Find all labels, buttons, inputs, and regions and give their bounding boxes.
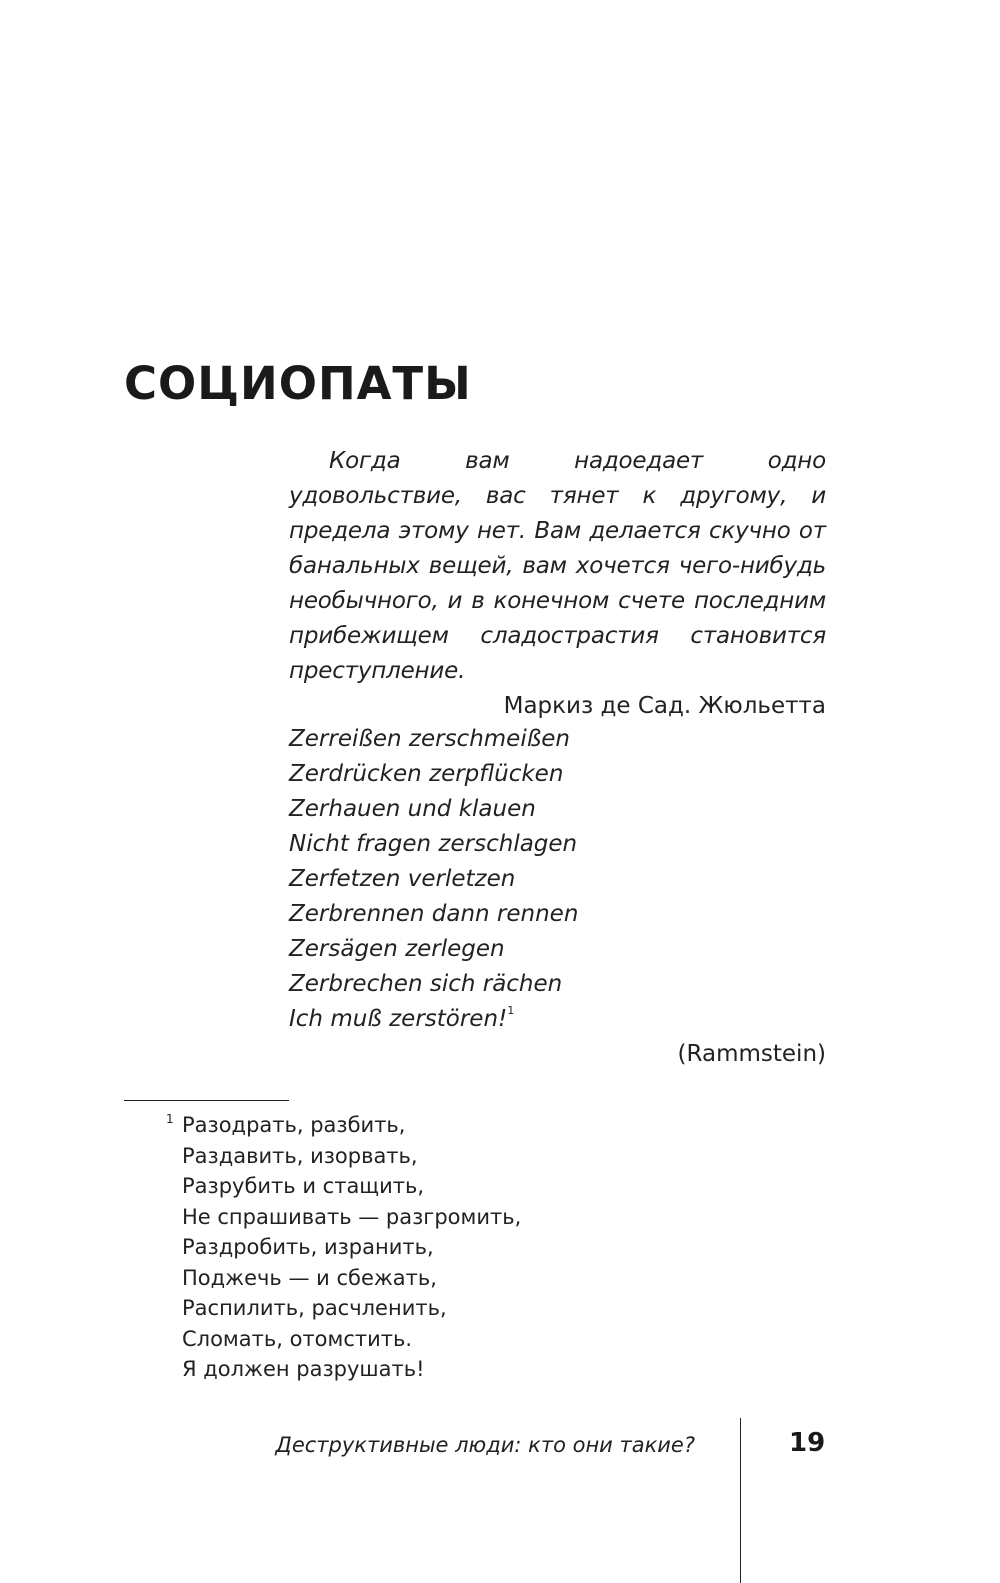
footnote-line: Я должен разрушать! — [182, 1357, 425, 1381]
footnote-lines — [166, 1110, 766, 1385]
footnote-line: Раздавить, изорвать, — [182, 1143, 418, 1168]
poem-line: Nicht fragen zerschlagen — [289, 831, 578, 857]
epigraph — [289, 444, 826, 724]
footnote-line: Поджечь — и сбежать, — [182, 1265, 437, 1290]
footnote-reference[interactable]: 1 — [507, 1004, 515, 1017]
running-footer-title: Деструктивные люди: кто они такие? — [275, 1433, 695, 1457]
poem-line: Zerbrennen dann rennen — [289, 901, 579, 927]
page-number: 19 — [789, 1428, 826, 1458]
footnote-line: Не спрашивать — разгромить, — [182, 1204, 522, 1229]
poem-lines — [289, 722, 826, 1037]
poem-line: Zersägen zerlegen — [289, 936, 505, 962]
footnote-line: Раздробить, изранить, — [182, 1235, 434, 1259]
footnote-line: Распилить, расчленить, — [182, 1296, 447, 1320]
footnote-line: Разодрать, разбить, — [182, 1113, 406, 1137]
chapter-title: СОЦИОПАТЫ — [124, 357, 472, 410]
poem-source: (Rammstein) — [677, 1041, 826, 1067]
footnote-line: Разрубить и стащить, — [182, 1174, 425, 1198]
poem-line: Zerfetzen verletzen — [289, 866, 516, 892]
footnote-marker: 1 — [166, 1112, 174, 1126]
footer-divider — [740, 1418, 741, 1583]
poem-line: Zerbrechen sich rächen — [289, 971, 563, 997]
footnote — [166, 1110, 766, 1385]
footnote-line: Сломать, отомстить. — [182, 1326, 413, 1351]
poem-line: Zerhauen und klauen — [289, 796, 536, 822]
poem-line: Zerdrücken zerpflücken — [289, 761, 564, 787]
footnote-divider — [124, 1100, 289, 1101]
poem-line-last — [289, 1002, 826, 1037]
poem-line: Zerreißen zerschmeißen — [289, 726, 570, 752]
epigraph-source: Маркиз де Сад. Жюльетта — [503, 693, 826, 719]
epigraph-text: Когда вам надоедает одно удовольствие, вас тянет к другому, и предела этому нет. Вам делается скучно от банальных вещей, вам хочется чего-нибудь необычного, и в конечном счете последним прибежищем сладострастия становится преступление. — [289, 448, 826, 684]
poem-epigraph — [289, 722, 826, 1072]
poem-line-text: Ich muß zerstören! — [289, 1006, 508, 1032]
